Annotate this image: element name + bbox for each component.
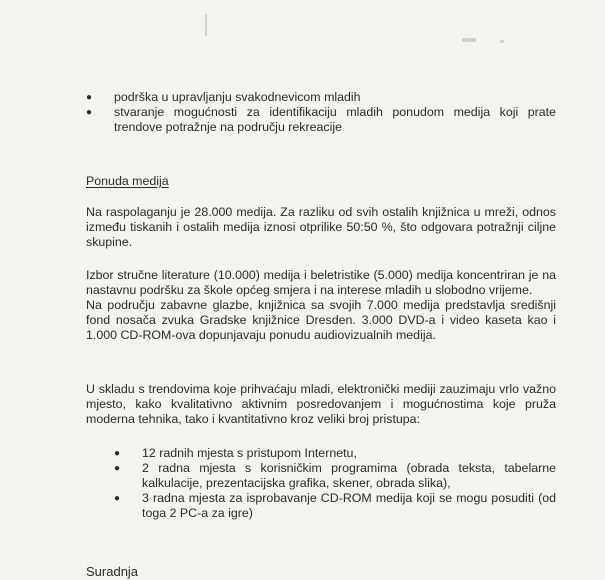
list-item [114, 491, 556, 521]
list-item-text: podrška u upravljanju svakodnevicom mladih [114, 90, 361, 104]
list-item [86, 90, 556, 105]
bullet-icon: ● [114, 448, 121, 459]
paragraph-collection: Izbor stručne literature (10.000) medija i beletristike (5.000) medija koncentriran je na nastavnu podršku za škole općeg smjera i na interese mladih u slobodno vrijeme. Na području zabavne glazbe, knjižnica sa svojih 7.000 medija predstavlja središnji fond nosača zvuka Gradske knjižnice Dresden. 3.000 DVD-a i video kaseta kao i 1.000 CD-ROM-ova dopunjavaju ponudu audiovizualnih medija. [86, 268, 556, 342]
paragraph-electronic: U skladu s trendovima koje prihvaćaju mladi, elektronički mediji zauzimaju vrlo važno mjesto, kako kvalitativno aktivnim posredovanjem i mogućnostima koje pruža moderna tehnika, tako i kvantitativno kroz veliki broj pristupa: [86, 382, 556, 426]
list-item [114, 446, 556, 461]
next-section-title: Suradnja [86, 564, 139, 579]
scan-artifact [462, 38, 476, 42]
top-bullet-list [86, 90, 556, 135]
section-heading: Ponuda medija [86, 174, 169, 188]
paragraph-intro: Na raspolaganju je 28.000 medija. Za razliku od svih ostalih knjižnica u mreži, odnos između tiskanih i ostalih medija iznosi otprilike 50:50 %, što odgovara potražnji ciljne skupine. [86, 205, 556, 249]
bullet-icon: ● [114, 493, 121, 504]
list-item-text: 12 radnih mjesta s pristupom Internetu, [142, 446, 357, 460]
list-item [86, 105, 556, 135]
scan-artifact [500, 40, 504, 43]
access-bullet-list [114, 446, 556, 521]
list-item-text: 3 radna mjesta za isprobavanje CD-ROM medija koji se mogu posuditi (od toga 2 PC-a za igre) [142, 491, 556, 520]
bullet-icon: ● [86, 107, 93, 118]
list-item-text: 2 radna mjesta s korisničkim programima (obrada teksta, tabelarne kalkulacije, prezentacijska grafika, skener, obrada slika), [142, 461, 556, 490]
list-item-text: stvaranje mogućnosti za identifikaciju mladih ponudom medija koji prate trendove potražnje na području rekreacije [114, 105, 556, 134]
bullet-icon: ● [86, 92, 93, 103]
bullet-icon: ● [114, 463, 121, 474]
scan-artifact [205, 14, 207, 36]
list-item [114, 461, 556, 491]
